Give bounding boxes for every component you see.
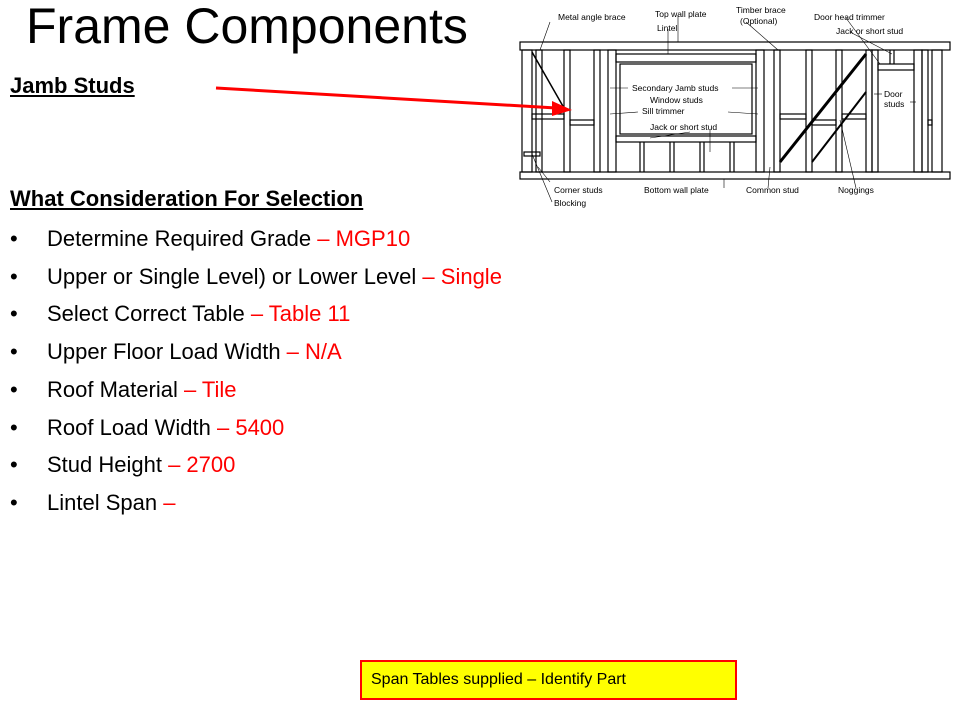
bullet-label: Roof Material xyxy=(47,376,178,402)
label-door-head-trimmer: Door head trimmer xyxy=(814,12,885,22)
bullet-icon: • xyxy=(10,339,18,365)
list-item xyxy=(10,484,502,522)
list-item xyxy=(10,446,502,484)
metal-angle-brace xyxy=(532,52,564,108)
jamb-studs xyxy=(608,50,616,172)
bottom-wall-plate xyxy=(520,172,950,179)
selection-heading: What Consideration For Selection xyxy=(10,186,364,211)
label-timber-brace: Timber brace xyxy=(736,5,786,15)
bullet-label: Stud Height xyxy=(47,452,162,478)
list-item xyxy=(10,220,502,258)
bullet-label: Upper Floor Load Width xyxy=(47,339,281,365)
bullet-label: Lintel Span xyxy=(47,489,158,515)
top-wall-plate xyxy=(520,42,950,50)
bullet-value: – Tile xyxy=(177,376,237,402)
list-item xyxy=(10,333,502,371)
label-door-studs: studs xyxy=(884,99,905,109)
label-blocking: Blocking xyxy=(554,198,587,208)
lintel xyxy=(616,54,756,62)
bullet-value: – 5400 xyxy=(210,414,285,440)
bullet-value: – N/A xyxy=(280,339,342,365)
label-lintel: Lintel xyxy=(657,23,678,33)
bullet-value: – Table 11 xyxy=(244,301,351,327)
consideration-list xyxy=(10,220,502,522)
label-secondary-jamb-studs: Secondary Jamb studs xyxy=(632,83,719,93)
label-door: Door xyxy=(884,89,903,99)
label-optional: (Optional) xyxy=(740,16,778,26)
bullet-icon: • xyxy=(10,376,18,402)
bullet-value: – MGP10 xyxy=(311,226,411,251)
bullet-value: – xyxy=(157,489,176,515)
noggings xyxy=(532,114,564,119)
bullet-icon: • xyxy=(10,489,18,515)
list-item xyxy=(10,295,502,333)
sill-trimmer xyxy=(616,136,756,142)
arrow-line xyxy=(216,88,556,108)
label-jack-stud-bottom: Jack or short stud xyxy=(650,122,718,132)
wall-frame-diagram xyxy=(510,2,955,212)
list-item xyxy=(10,258,502,296)
door-head-trimmer xyxy=(878,64,914,70)
span-tables-callout: Span Tables supplied – Identify Part xyxy=(360,660,737,700)
list-item xyxy=(10,409,502,447)
label-metal-angle-brace: Metal angle brace xyxy=(558,12,626,22)
label-jack-stud-top: Jack or short stud xyxy=(836,26,904,36)
bullet-value: – 2700 xyxy=(161,452,236,478)
bullet-label: Select Correct Table xyxy=(47,301,245,327)
label-sill-trimmer: Sill trimmer xyxy=(642,106,685,116)
bullet-icon: • xyxy=(10,414,18,440)
label-common-stud: Common stud xyxy=(746,185,799,195)
common-stud xyxy=(564,50,570,172)
bullet-icon: • xyxy=(10,301,18,327)
list-item xyxy=(10,371,502,409)
label-window-studs: Window studs xyxy=(650,95,703,105)
bullet-icon: • xyxy=(10,263,18,289)
label-noggings: Noggings xyxy=(838,185,874,195)
bullet-label: Upper or Single Level) or Lower Level xyxy=(47,263,417,289)
label-top-wall-plate: Top wall plate xyxy=(655,9,707,19)
label-bottom-wall-plate: Bottom wall plate xyxy=(644,185,709,195)
bullet-icon: • xyxy=(10,452,18,478)
bullet-label: Determine Required Grade xyxy=(47,226,312,251)
bullet-icon: • xyxy=(10,226,18,251)
bullet-label: Roof Load Width xyxy=(47,414,211,440)
jamb-studs-heading: Jamb Studs xyxy=(10,73,135,98)
bullet-value: – Single xyxy=(416,263,502,289)
slide-title: Frame Components xyxy=(26,0,468,54)
label-corner-studs: Corner studs xyxy=(554,185,603,195)
